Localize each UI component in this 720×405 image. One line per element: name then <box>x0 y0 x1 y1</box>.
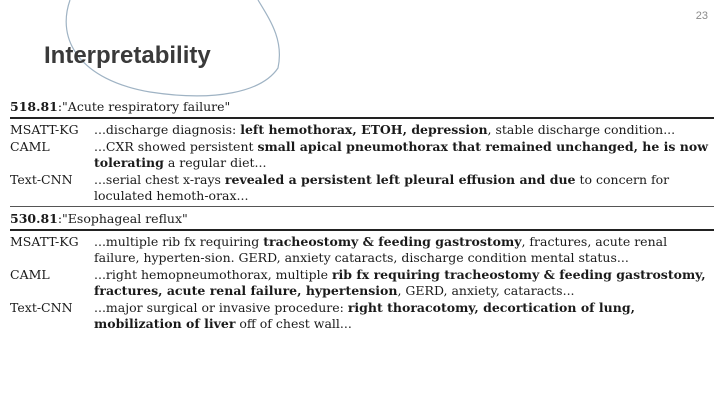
model-name: Text-CNN <box>10 171 73 187</box>
table-rule <box>10 117 714 119</box>
excerpt-text <box>94 234 714 267</box>
excerpt-text <box>94 172 714 205</box>
excerpt-text <box>94 300 714 333</box>
model-name: CAML <box>10 138 50 154</box>
excerpt-plain: ...discharge diagnosis: <box>94 122 241 137</box>
excerpt-highlight: small apical pneumothorax that remained unchanged, he is now tolerating <box>94 138 708 170</box>
table-rule <box>10 229 714 231</box>
table-row <box>10 267 714 300</box>
excerpt-highlight: left hemothorax, ETOH, depression <box>240 122 488 137</box>
attention-examples-table <box>10 98 714 333</box>
excerpt-text <box>94 122 714 139</box>
table-row <box>10 234 714 267</box>
code-header <box>10 98 714 116</box>
code-header <box>10 210 714 228</box>
section-530-81 <box>10 210 714 333</box>
code-number: 518.81 <box>10 99 58 114</box>
table-row <box>10 122 714 139</box>
excerpt-plain: a regular diet... <box>163 155 267 170</box>
table-row <box>10 300 714 333</box>
excerpt-text <box>94 139 714 172</box>
code-description: :"Esophageal reflux" <box>57 210 188 226</box>
model-name: Text-CNN <box>10 299 73 315</box>
excerpt-highlight: right thoracotomy, decortication of lung, mobilization of liver <box>94 299 635 331</box>
excerpt-plain: ...multiple rib fx requiring <box>94 233 264 249</box>
model-name: CAML <box>10 266 50 282</box>
model-name: MSATT-KG <box>10 233 79 249</box>
table-rule <box>10 206 714 207</box>
model-name: MSATT-KG <box>10 122 79 137</box>
slide-number: 23 <box>695 10 708 22</box>
code-number: 530.81 <box>10 210 58 226</box>
excerpt-highlight: rib fx requiring tracheostomy & feeding gastrostomy, fractures, acute renal failure, hypertension <box>94 266 706 298</box>
excerpt-highlight: tracheostomy & feeding gastrostomy <box>263 233 522 249</box>
slide-title: Interpretability <box>44 42 211 69</box>
excerpt-plain: , stable discharge condition... <box>487 122 676 137</box>
excerpt-plain: ...right hemopneumothorax, multiple <box>94 266 332 282</box>
section-518-81 <box>10 98 714 205</box>
excerpt-plain: ...serial chest x-rays <box>94 171 225 187</box>
excerpt-plain: to concern for loculated hemoth-orax... <box>94 171 670 203</box>
excerpt-plain: , fractures, acute renal failure, hyperten-sion. GERD, anxiety cataracts, discharge condition mental status... <box>94 233 668 265</box>
table-row <box>10 172 714 205</box>
excerpt-plain: , GERD, anxiety, cataracts... <box>397 283 575 298</box>
excerpt-highlight: revealed a persistent left pleural effusion and due <box>224 171 576 187</box>
excerpt-plain: off of chest wall... <box>235 316 352 331</box>
excerpt-text <box>94 267 714 300</box>
excerpt-plain: ...major surgical or invasive procedure: <box>94 299 348 315</box>
excerpt-plain: ...CXR showed persistent <box>94 138 258 154</box>
table-row <box>10 139 714 172</box>
code-description: :"Acute respiratory failure" <box>57 99 231 114</box>
